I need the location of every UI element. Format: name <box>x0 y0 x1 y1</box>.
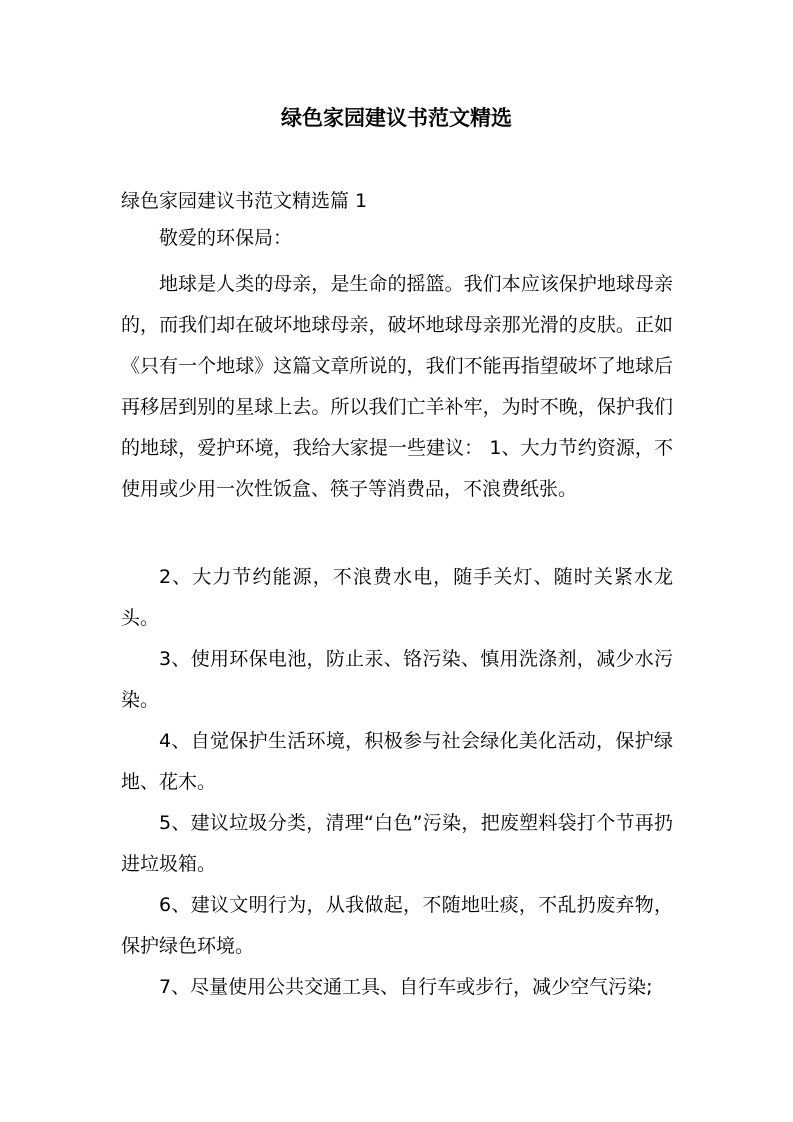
greeting: 敬爱的环保局： <box>159 227 293 249</box>
section-heading: 绿色家园建议书范文精选篇 1 <box>121 190 368 212</box>
paragraph-2: 2、大力节约能源，不浪费水电，随手关灯、随时关紧水龙头。 <box>121 566 673 629</box>
paragraph-6: 6、建议文明行为，从我做起，不随地吐痰，不乱扔废弃物，保护绿色环境。 <box>121 894 673 957</box>
paragraph-7: 7、尽量使用公共交通工具、自行车或步行，减少空气污染; <box>159 976 653 998</box>
paragraph-3: 3、使用环保电池，防止汞、铬污染、慎用洗涤剂，减少水污染。 <box>121 648 673 711</box>
paragraph-4: 4、自觉保护生活环境，积极参与社会绿化美化活动，保护绿地、花木。 <box>121 730 673 793</box>
paragraph-intro: 地球是人类的母亲，是生命的摇篮。我们本应该保护地球母亲的，而我们却在破坏地球母亲，破坏地球母亲那光滑的皮肤。正如《只有一个地球》这篇文章所说的，我们不能再指望破坏了地球后再移居到别的星球上去。所以我们亡羊补牢，为时不晚，保护我们的地球，爱护环境，我给大家提一些建议： 1、大力节约资源，不使用或少用一次性饭盒、筷子等消费品，不浪费纸张。 <box>121 273 673 500</box>
document-title: 绿色家园建议书范文精选 <box>281 106 512 130</box>
paragraph-5: 5、建议垃圾分类，清理“白色”污染，把废塑料袋打个节再扔进垃圾箱。 <box>121 812 673 875</box>
